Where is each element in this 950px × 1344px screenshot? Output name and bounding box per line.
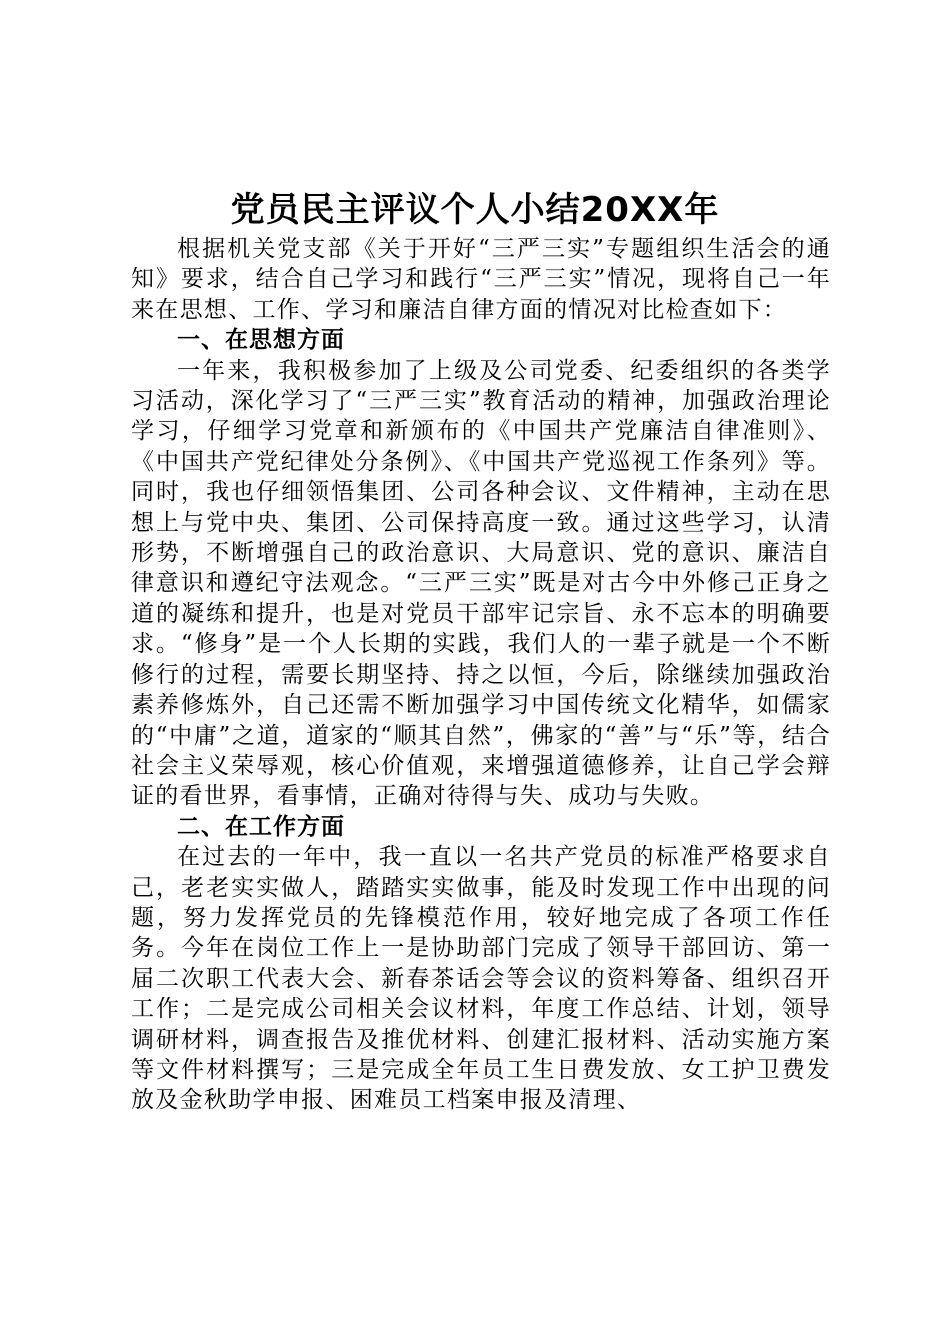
document-title: 党员民主评议个人小结20XX年 xyxy=(230,190,720,230)
section-paragraph-thought: 一年来，我积极参加了上级及公司党委、纪委组织的各类学习活动，深化学习了“三严三实”教育活动的精神，加强政治理论学习，仔细学习党章和新颁布的《中国共产党廉洁自律准则》、《中国共产党纪律处分条例》、《中国共产党巡视工作条列》等。同时，我也仔细领悟集团、公司各种会议、文件精神，主动在思想上与党中央、集团、公司保持高度一致。通过这些学习，认清形势，不断增强自己的政治意识、大局意识、党的意识、廉洁自律意识和遵纪守法观念。“三严三实”既是对古今中外修己正身之道的凝练和提升，也是对党员干部牢记宗旨、永不忘本的明确要求。“修身”是一个人长期的实践，我们人的一辈子就是一个不断修行的过程，需要长期坚持、持之以恒，今后，除继续加强政治素养修炼外，自己还需不断加强学习中国传统文化精华，如儒家的“中庸”之道，道家的“顺其自然”，佛家的“善”与“乐”等，结合社会主义荣辱观，核心价值观，来增强道德修养，让自己学会辩证的看世界，看事情，正确对待得与失、成功与失败。 xyxy=(131,357,831,810)
section-heading-work: 二、在工作方面 xyxy=(177,813,345,840)
document-body xyxy=(131,234,831,1116)
intro-paragraph: 根据机关党支部《关于开好“三严三实”专题组织生活会的通知》要求，结合自己学习和践行“三严三实”情况，现将自己一年来在思想、工作、学习和廉洁自律方面的情况对比检查如下： xyxy=(131,236,831,323)
section-paragraph-work: 在过去的一年中，我一直以一名共产党员的标准严格要求自己，老老实实做人，踏踏实实做事，能及时发现工作中出现的问题，努力发挥党员的先锋模范作用，较好地完成了各项工作任务。今年在岗位工作上一是协助部门完成了领导干部回访、第一届二次职工代表大会、新春茶话会等会议的资料筹备、组织召开工作；二是完成公司相关会议材料，年度工作总结、计划，领导调研材料，调查报告及推优材料、创建汇报材料、活动实施方案等文件材料撰写；三是完成全年员工生日费发放、女工护卫费发放及金秋助学申报、困难员工档案申报及清理、 xyxy=(131,844,831,1114)
section-heading-thought: 一、在思想方面 xyxy=(177,327,345,354)
